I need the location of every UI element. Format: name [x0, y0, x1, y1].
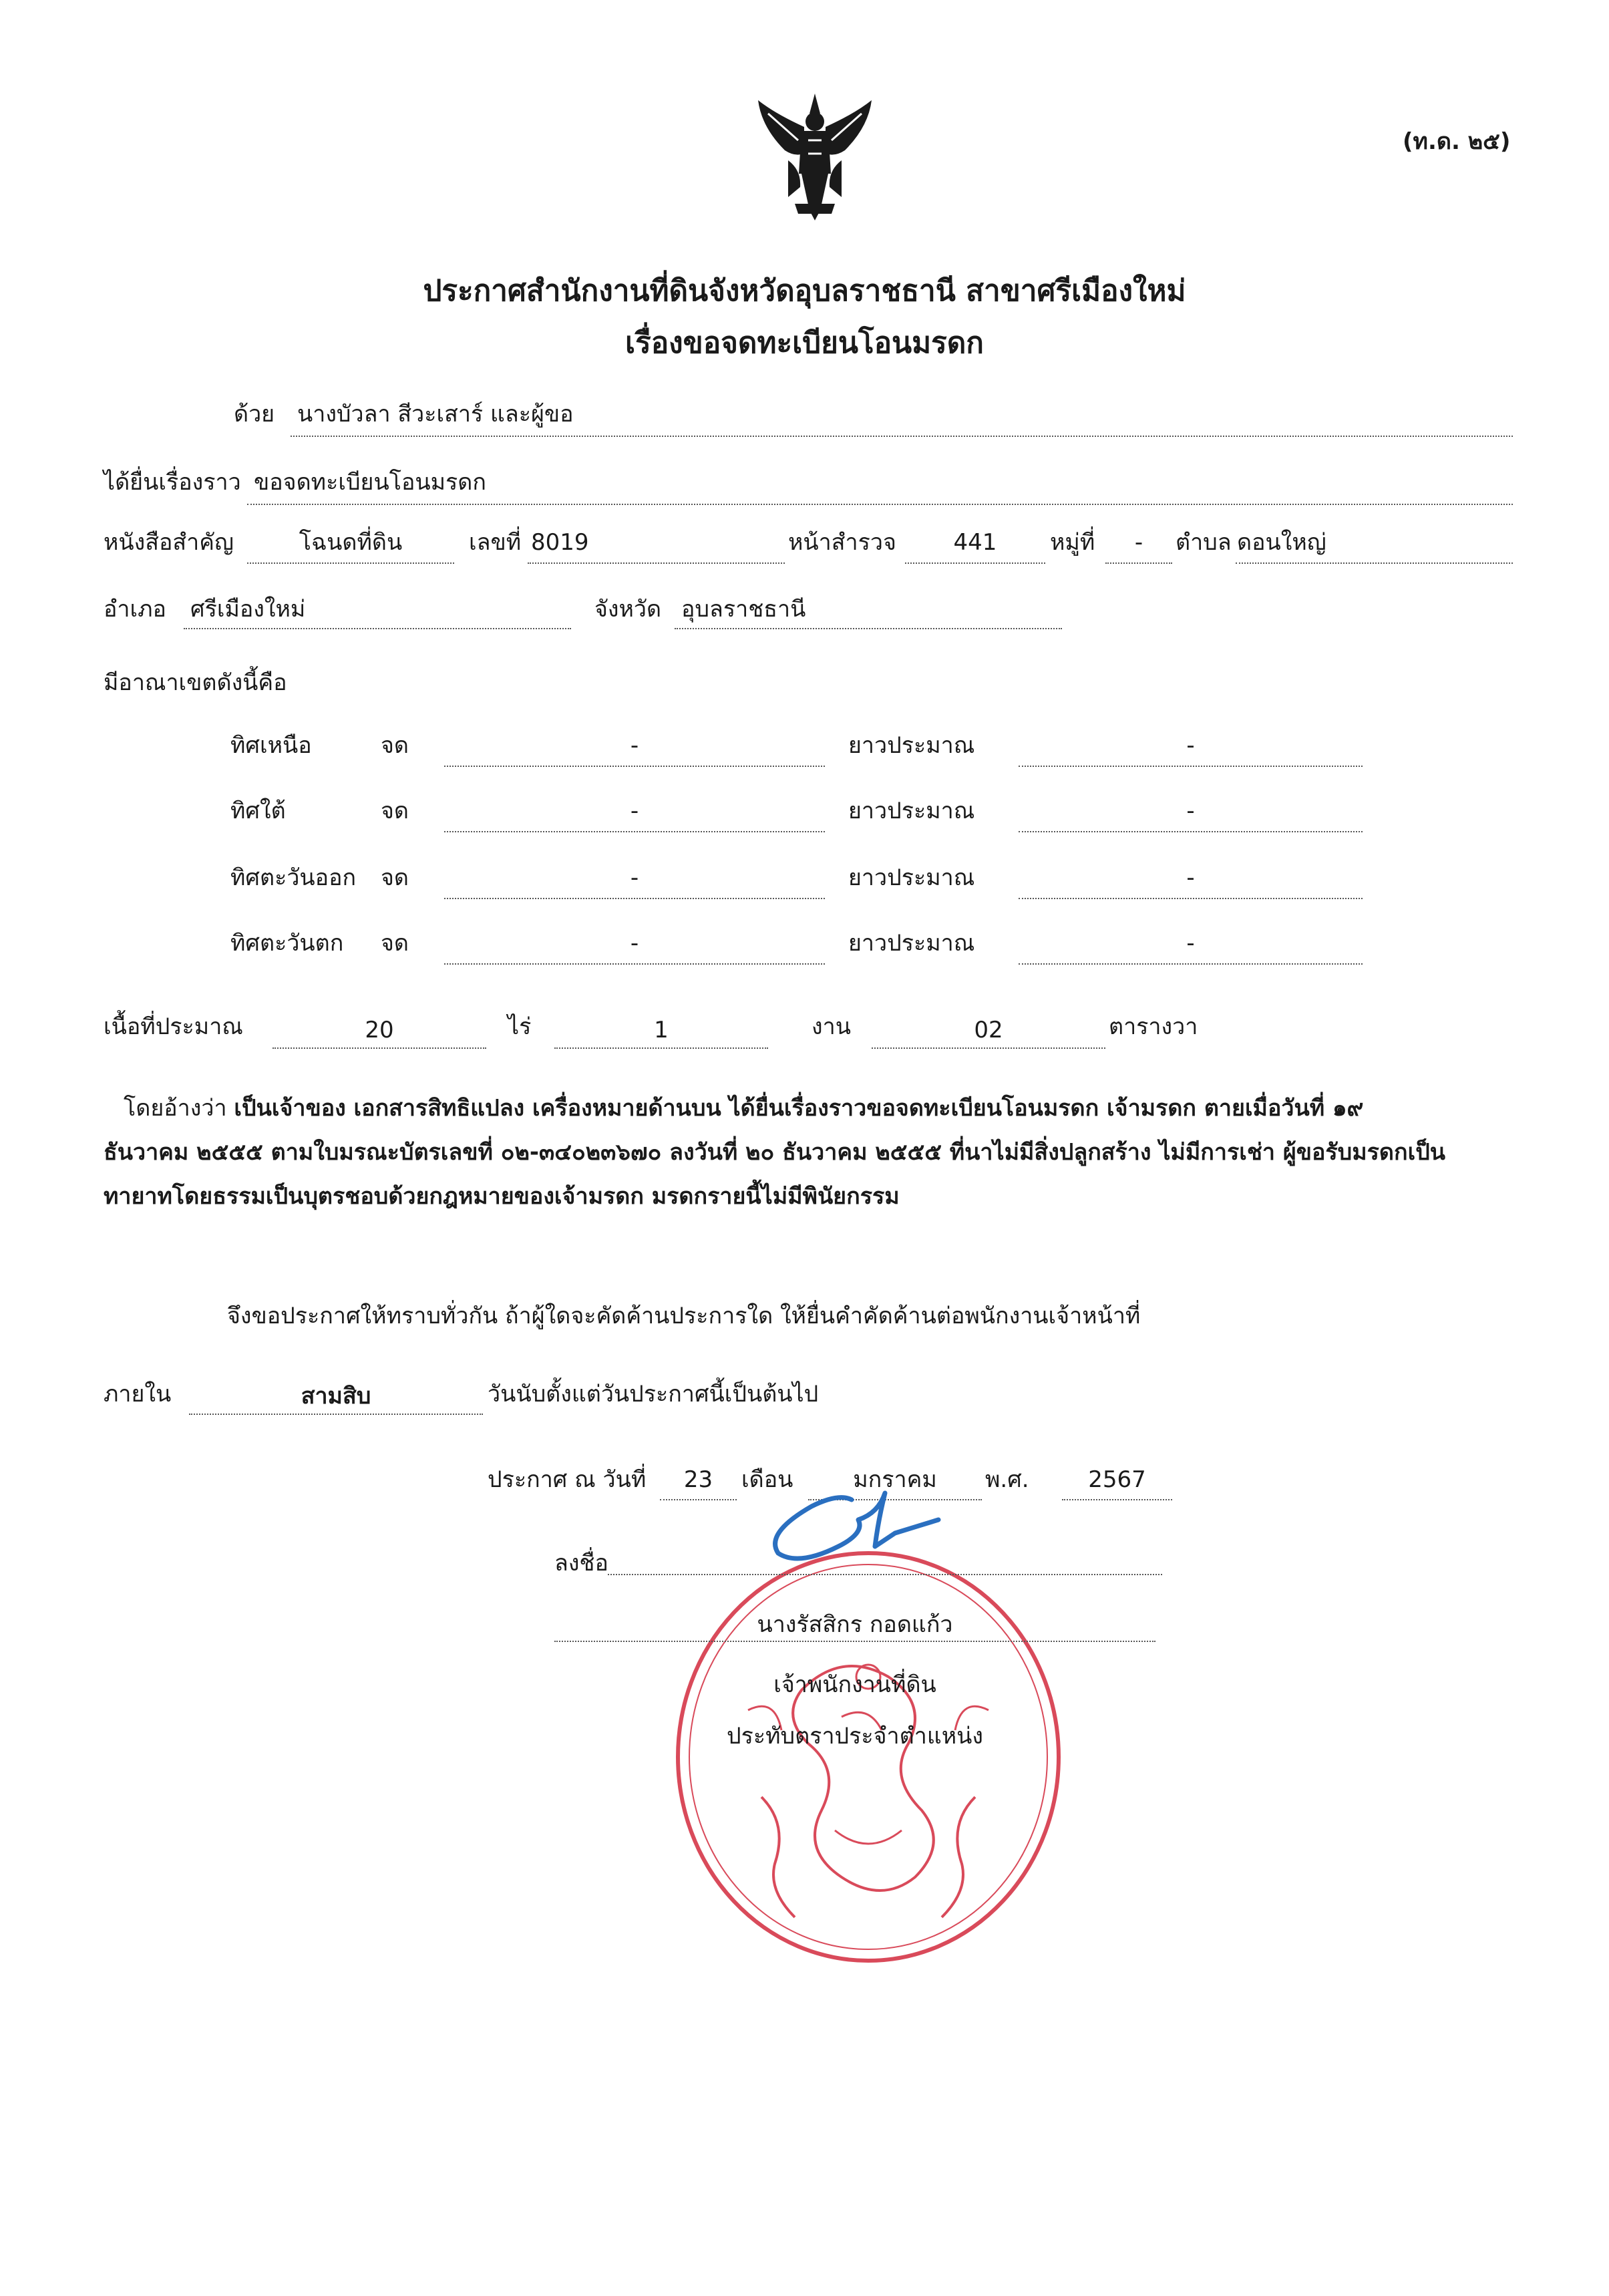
boundary-adjacent-line [444, 963, 825, 965]
boundary-length-line [1019, 766, 1363, 767]
deed-village: - [1134, 529, 1143, 556]
signature-line [608, 1574, 1162, 1575]
boundary-direction: ทิศเหนือ [230, 732, 312, 759]
boundary-adjacent-label: จด [381, 732, 409, 759]
deed-label: หนังสือสำคัญ [104, 529, 234, 556]
boundary-length-label: ยาวประมาณ [848, 732, 975, 759]
form-code: (ท.ด. ๒๕) [1403, 128, 1511, 155]
area-rai-label: ไร่ [508, 1013, 532, 1040]
date-month: มกราคม [853, 1466, 937, 1493]
deed-subdistrict: ดอนใหญ่ [1237, 529, 1326, 556]
boundary-adjacent-label: จด [381, 798, 409, 824]
date-year-line [1062, 1499, 1172, 1500]
district-value: ศรีเมืองใหม่ [190, 596, 306, 623]
boundary-length: - [1186, 930, 1195, 957]
signature-label: ลงชื่อ [554, 1550, 608, 1577]
area-label: เนื้อที่ประมาณ [104, 1013, 243, 1040]
date-day-line [660, 1499, 737, 1500]
period-label: ภายใน [104, 1381, 172, 1408]
date-year-label: พ.ศ. [985, 1466, 1029, 1493]
boundary-length-label: ยาวประมาณ [848, 798, 975, 824]
deed-village-label: หมู่ที่ [1050, 529, 1095, 556]
boundary-adjacent: - [630, 930, 639, 957]
boundary-direction: ทิศตะวันออก [230, 864, 357, 891]
period-line [189, 1414, 483, 1415]
boundary-length-label: ยาวประมาณ [848, 864, 975, 891]
boundary-length-label: ยาวประมาณ [848, 930, 975, 957]
deed-subdistrict-label: ตำบล [1176, 529, 1232, 556]
boundary-length-line [1019, 963, 1363, 965]
request-line [247, 504, 1513, 505]
deed-number: 8019 [531, 529, 589, 556]
area-ngan-label: งาน [812, 1013, 851, 1040]
deed-type: โฉนดที่ดิน [299, 529, 403, 556]
period-value: สามสิบ [301, 1383, 371, 1410]
area-wa-label: ตารางวา [1109, 1013, 1198, 1040]
official-seal [668, 1543, 1069, 1971]
district-label: อำเภอ [104, 596, 166, 623]
area-wa: 02 [974, 1017, 1003, 1043]
boundary-length-line [1019, 831, 1363, 832]
seal-note: ประทับตราประจำตำแหน่ง [727, 1723, 983, 1750]
area-ngan: 1 [654, 1017, 669, 1043]
date-year: 2567 [1088, 1466, 1146, 1493]
area-ngan-line [554, 1047, 768, 1049]
boundary-length-line [1019, 898, 1363, 899]
announce-text: จึงขอประกาศให้ทราบทั่วกัน ถ้าผู้ใดจะคัดค้านประการใด ให้ยื่นคำคัดค้านต่อพนักงานเจ้าหน้าที่ [227, 1303, 1141, 1329]
deed-number-label: เลขที่ [469, 529, 522, 556]
area-rai: 20 [365, 1017, 394, 1043]
applicant-line [291, 436, 1513, 437]
garuda-emblem [748, 87, 882, 227]
signatory-name: นางรัสสิกร กอดแก้ว [757, 1611, 953, 1638]
date-label: ประกาศ ณ วันที่ [488, 1466, 647, 1493]
district-line [184, 628, 571, 629]
boundary-direction: ทิศใต้ [230, 798, 286, 824]
deed-subdistrict-line [1236, 562, 1513, 564]
boundary-adjacent-line [444, 831, 825, 832]
statement-body: เป็นเจ้าของ เอกสารสิทธิแปลง เครื่องหมายด้านบน ได้ยื่นเรื่องราวขอจดทะเบียนโอนมรดก เจ้ามรดก ตายเมื่อวันที่ ๑๙ ธันวาคม ๒๕๕๕ ตามใบมรณะบัตรเลขที่ ๐๒-๓๔๐๒๓๖๗๐ ลงวันที่ ๒๐ ธันวาคม ๒๕๕๕ ที่นาไม่มีสิ่งปลูกสร้าง ไม่มีการเช่า ผู้ขอรับมรดกเป็นทายาทโดยธรรมเป็นบุตรชอบด้วยกฎหมายของเจ้ามรดก มรดกรายนี้ไม่มีพินัยกรรม [104, 1095, 1446, 1210]
statement-paragraph [104, 1086, 1453, 1218]
boundary-length: - [1186, 732, 1195, 759]
deed-page-label: หน้าสำรวจ [788, 529, 896, 556]
province-value: อุบลราชธานี [681, 596, 806, 623]
applicant-value: นางบัวลา สีวะเสาร์ และผู้ขอ [297, 401, 574, 428]
deed-page: 441 [953, 529, 997, 556]
signature-scribble [751, 1473, 952, 1570]
applicant-label: ด้วย [234, 401, 275, 428]
boundary-direction: ทิศตะวันตก [230, 930, 344, 957]
province-line [675, 628, 1062, 629]
boundary-adjacent: - [630, 732, 639, 759]
date-day: 23 [683, 1466, 713, 1493]
boundary-adjacent-label: จด [381, 930, 409, 957]
boundaries-label: มีอาณาเขตดังนี้คือ [104, 669, 287, 696]
request-label: ได้ยื่นเรื่องราว [104, 469, 241, 496]
area-rai-line [273, 1047, 486, 1049]
boundary-adjacent-line [444, 766, 825, 767]
signatory-position: เจ้าพนักงานที่ดิน [773, 1671, 936, 1698]
boundary-length: - [1186, 798, 1195, 824]
deed-type-line [247, 562, 454, 564]
area-wa-line [872, 1047, 1105, 1049]
boundary-adjacent: - [630, 864, 639, 891]
request-value: ขอจดทะเบียนโอนมรดก [254, 469, 486, 496]
boundary-length: - [1186, 864, 1195, 891]
signatory-name-line [554, 1641, 1155, 1642]
province-label: จังหวัด [594, 596, 662, 623]
page-subtitle: เรื่องขอจดทะเบียนโอนมรดก [625, 326, 984, 360]
boundary-adjacent-label: จด [381, 864, 409, 891]
date-month-label: เดือน [741, 1466, 793, 1493]
deed-village-line [1105, 562, 1172, 564]
deed-page-line [905, 562, 1045, 564]
period-suffix: วันนับตั้งแต่วันประกาศนี้เป็นต้นไป [488, 1381, 819, 1408]
boundary-adjacent: - [630, 798, 639, 824]
page-title: ประกาศสำนักงานที่ดินจังหวัดอุบลราชธานี สาขาศรีเมืองใหม่ [423, 274, 1186, 308]
boundary-adjacent-line [444, 898, 825, 899]
statement-lead: โดยอ้างว่า [124, 1095, 234, 1122]
deed-number-line [528, 562, 785, 564]
